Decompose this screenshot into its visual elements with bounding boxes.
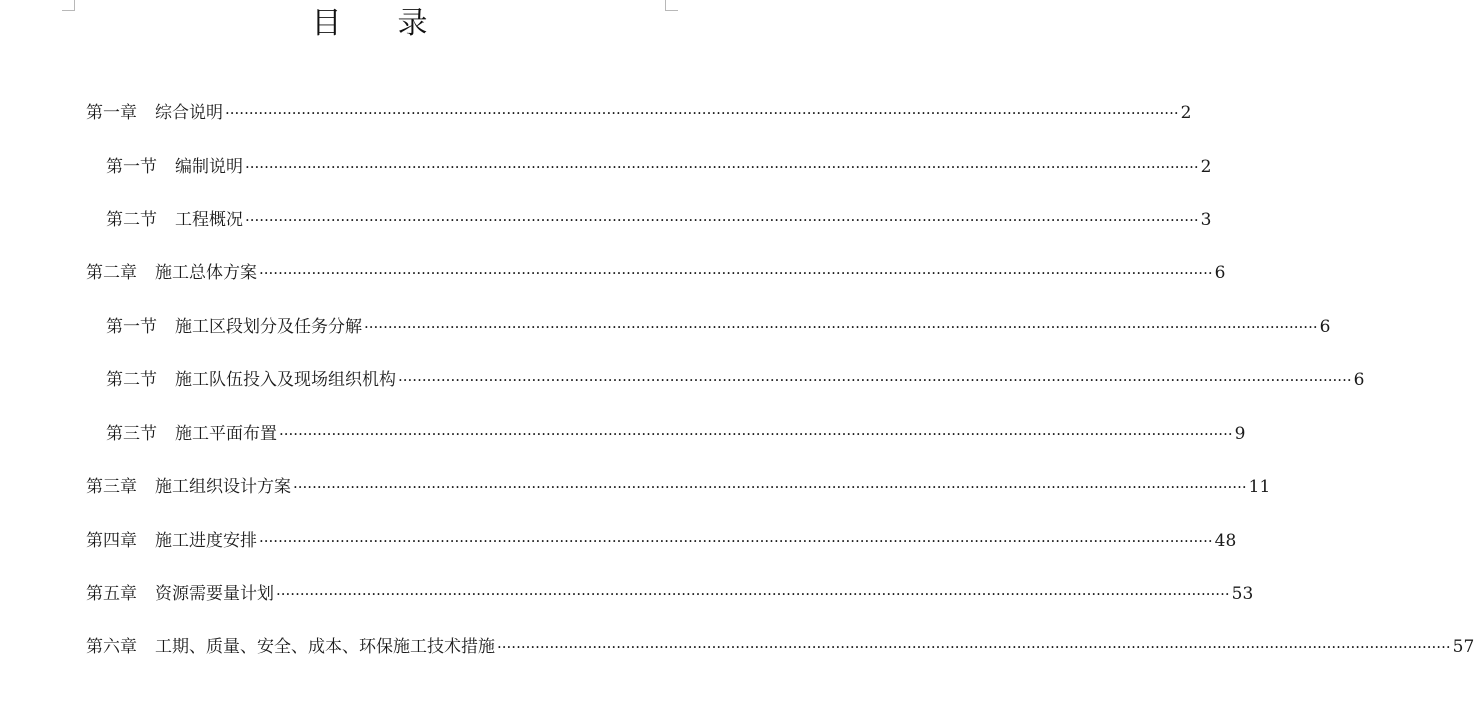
toc-leader-dots: ········································································································································································································ bbox=[364, 318, 1318, 336]
toc-entry-page: 48 bbox=[1214, 531, 1237, 551]
toc-entry-title: 施工平面布置 bbox=[175, 424, 277, 444]
toc-entry-title: 资源需要量计划 bbox=[155, 584, 274, 604]
toc-entry-number: 第三节 bbox=[106, 424, 157, 444]
toc-entry-title: 施工组织设计方案 bbox=[155, 477, 291, 497]
toc-leader-dots: ········································································································································································································ bbox=[276, 585, 1230, 603]
toc-entry-title: 施工区段划分及任务分解 bbox=[175, 317, 362, 337]
toc-entry-title: 施工队伍投入及现场组织机构 bbox=[175, 370, 396, 390]
toc-leader-dots: ········································································································································································································ bbox=[259, 532, 1213, 550]
toc-entry-title: 编制说明 bbox=[175, 157, 243, 177]
toc-entry-page: 3 bbox=[1200, 210, 1212, 230]
toc-leader-dots: ········································································································································································································ bbox=[245, 158, 1199, 176]
toc-leader-dots: ········································································································································································································ bbox=[398, 371, 1352, 389]
toc-entry-page: 9 bbox=[1234, 424, 1246, 444]
toc-entry-title: 施工进度安排 bbox=[155, 531, 257, 551]
toc-entry-number: 第三章 bbox=[86, 477, 137, 497]
toc-entry[interactable] bbox=[106, 155, 1212, 179]
toc-entry[interactable] bbox=[86, 635, 1474, 659]
toc-entry-title: 工程概况 bbox=[175, 210, 243, 230]
toc-entry-number: 第二节 bbox=[106, 210, 157, 230]
toc-leader-dots: ········································································································································································································ bbox=[497, 638, 1451, 656]
toc-entry-number: 第二章 bbox=[86, 263, 137, 283]
toc-entry-page: 6 bbox=[1353, 370, 1365, 390]
toc-entry[interactable] bbox=[86, 582, 1254, 606]
toc-leader-dots: ········································································································································································································ bbox=[279, 425, 1233, 443]
toc-entry[interactable] bbox=[86, 101, 1192, 125]
toc-entry-page: 6 bbox=[1214, 263, 1226, 283]
toc-entry[interactable] bbox=[106, 368, 1365, 392]
toc-entry-title: 综合说明 bbox=[155, 103, 223, 123]
toc-entry-number: 第五章 bbox=[86, 584, 137, 604]
toc-entry-title: 工期、质量、安全、成本、环保施工技术措施 bbox=[155, 637, 495, 657]
toc-entry-title: 施工总体方案 bbox=[155, 263, 257, 283]
toc-entry[interactable] bbox=[106, 208, 1212, 232]
toc-entry-number: 第四章 bbox=[86, 531, 137, 551]
toc-entry-number: 第一节 bbox=[106, 317, 157, 337]
toc-entry[interactable] bbox=[86, 529, 1237, 553]
toc-leader-dots: ········································································································································································································ bbox=[225, 104, 1179, 122]
toc-leader-dots: ········································································································································································································ bbox=[259, 264, 1213, 282]
toc-entry[interactable] bbox=[106, 422, 1246, 446]
toc-entry-page: 2 bbox=[1200, 157, 1212, 177]
toc-entry[interactable] bbox=[106, 315, 1331, 339]
toc-entry-page: 53 bbox=[1231, 584, 1254, 604]
toc-leader-dots: ········································································································································································································ bbox=[293, 478, 1247, 496]
toc-heading-char-1: 目 bbox=[311, 6, 342, 41]
toc-heading-char-2: 录 bbox=[397, 6, 428, 41]
toc-entry-number: 第二节 bbox=[106, 370, 157, 390]
toc-entry-number: 第六章 bbox=[86, 637, 137, 657]
toc-entry-number: 第一节 bbox=[106, 157, 157, 177]
toc-leader-dots: ········································································································································································································ bbox=[245, 211, 1199, 229]
toc-entry[interactable] bbox=[86, 261, 1226, 285]
toc-entry[interactable] bbox=[86, 475, 1271, 499]
toc-entry-page: 57 bbox=[1452, 637, 1474, 657]
toc-entry-page: 11 bbox=[1248, 477, 1271, 497]
toc-entry-page: 6 bbox=[1319, 317, 1331, 337]
toc-heading bbox=[0, 2, 739, 46]
toc-entry-number: 第一章 bbox=[86, 103, 137, 123]
toc-entry-page: 2 bbox=[1180, 103, 1192, 123]
